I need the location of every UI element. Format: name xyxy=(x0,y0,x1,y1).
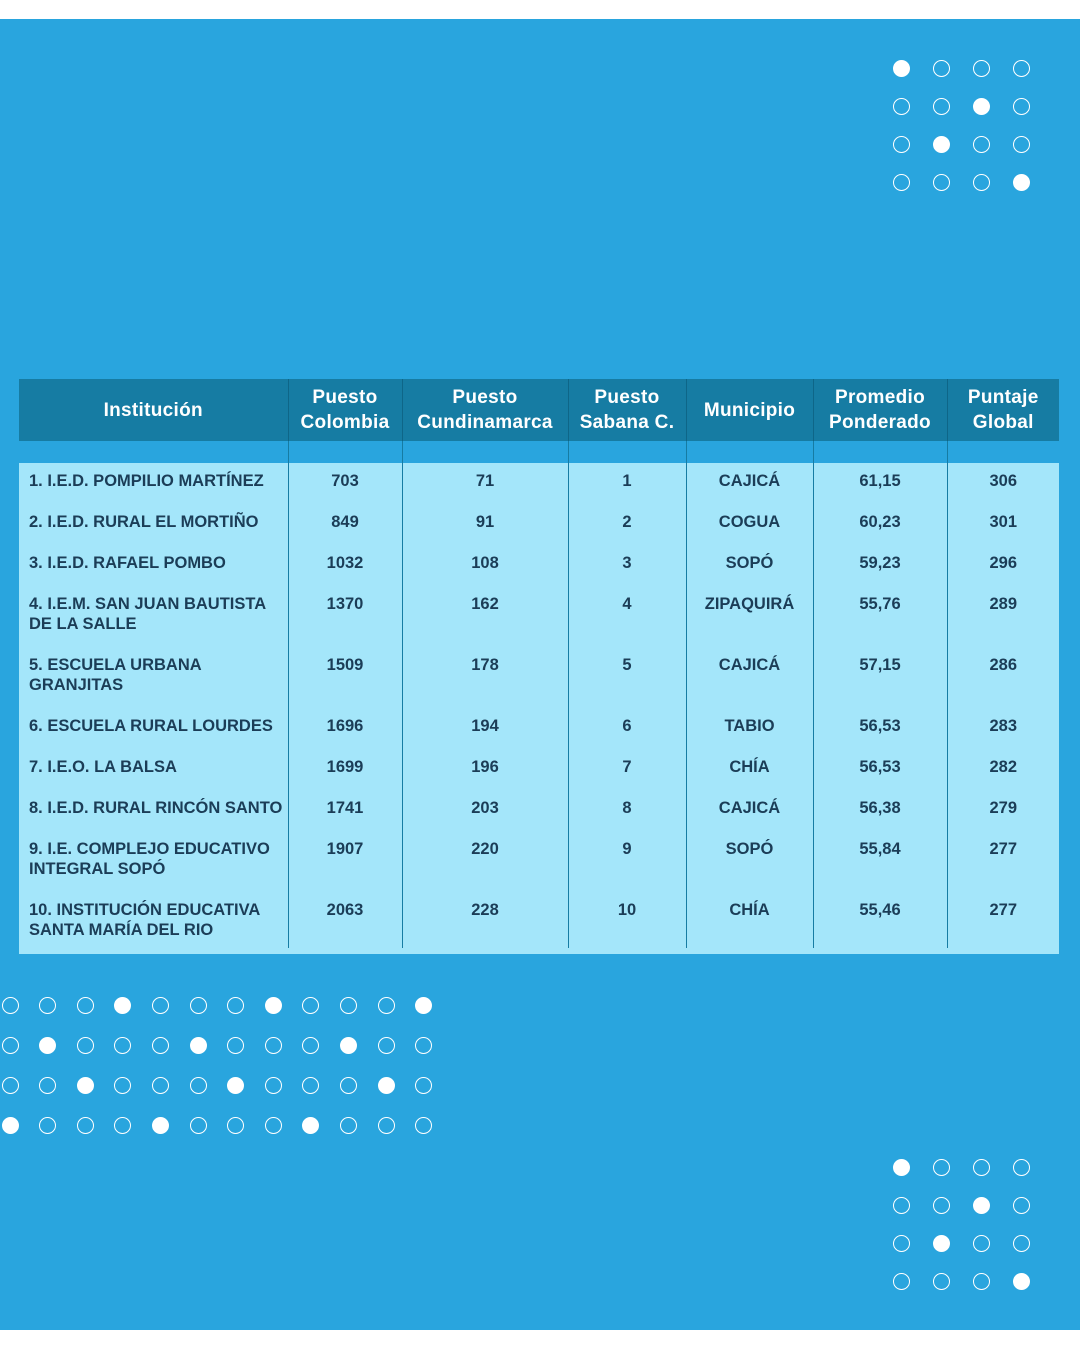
filled-dot xyxy=(933,136,950,153)
filled-dot xyxy=(415,997,432,1014)
header-puntaje-global: Puntaje Global xyxy=(947,379,1059,441)
outline-dot xyxy=(340,1077,357,1094)
cell-puntaje-global: 282 xyxy=(947,749,1059,790)
outline-dot xyxy=(2,1077,19,1094)
outline-dot xyxy=(302,997,319,1014)
outline-dot xyxy=(933,98,950,115)
cell-puesto-sabana: 10 xyxy=(568,892,686,948)
table-gap-row xyxy=(19,441,1059,463)
outline-dot xyxy=(190,1117,207,1134)
cell-puesto-colombia: 1509 xyxy=(288,647,402,708)
cell-institucion: 5. ESCUELA URBANA GRANJITAS xyxy=(19,647,288,708)
outline-dot xyxy=(152,997,169,1014)
table-row xyxy=(19,504,1059,545)
outline-dot xyxy=(190,1077,207,1094)
outline-dot xyxy=(302,1037,319,1054)
filled-dot xyxy=(77,1077,94,1094)
cell-puesto-sabana: 4 xyxy=(568,586,686,647)
table-row xyxy=(19,586,1059,647)
outline-dot xyxy=(152,1037,169,1054)
filled-dot xyxy=(973,1197,990,1214)
outline-dot xyxy=(114,1037,131,1054)
outline-dot xyxy=(893,98,910,115)
cell-puesto-cundinamarca: 108 xyxy=(402,545,568,586)
cell-puesto-colombia: 1032 xyxy=(288,545,402,586)
cell-puntaje-global: 301 xyxy=(947,504,1059,545)
cell-promedio-ponderado: 55,76 xyxy=(813,586,947,647)
outline-dot xyxy=(973,1159,990,1176)
cell-promedio-ponderado: 56,38 xyxy=(813,790,947,831)
filled-dot xyxy=(190,1037,207,1054)
outline-dot xyxy=(933,1159,950,1176)
cell-puesto-cundinamarca: 178 xyxy=(402,647,568,708)
outline-dot xyxy=(77,1037,94,1054)
table-row xyxy=(19,708,1059,749)
cell-municipio: COGUA xyxy=(686,504,813,545)
cell-puesto-sabana: 8 xyxy=(568,790,686,831)
cell-institucion: 9. I.E. COMPLEJO EDUCATIVO INTEGRAL SOPÓ xyxy=(19,831,288,892)
cell-puesto-cundinamarca: 71 xyxy=(402,463,568,504)
cell-municipio: CAJICÁ xyxy=(686,463,813,504)
cell-puesto-sabana: 3 xyxy=(568,545,686,586)
cell-puntaje-global: 283 xyxy=(947,708,1059,749)
cell-puesto-cundinamarca: 220 xyxy=(402,831,568,892)
filled-dot xyxy=(265,997,282,1014)
cell-institucion: 6. ESCUELA RURAL LOURDES xyxy=(19,708,288,749)
cell-puntaje-global: 279 xyxy=(947,790,1059,831)
cell-institucion: 8. I.E.D. RURAL RINCÓN SANTO xyxy=(19,790,288,831)
cell-municipio: ZIPAQUIRÁ xyxy=(686,586,813,647)
filled-dot xyxy=(39,1037,56,1054)
table-row xyxy=(19,831,1059,892)
outline-dot xyxy=(378,1117,395,1134)
cell-promedio-ponderado: 56,53 xyxy=(813,708,947,749)
cell-institucion: 3. I.E.D. RAFAEL POMBO xyxy=(19,545,288,586)
filled-dot xyxy=(114,997,131,1014)
filled-dot xyxy=(1013,174,1030,191)
outline-dot xyxy=(265,1077,282,1094)
outline-dot xyxy=(933,174,950,191)
outline-dot xyxy=(77,997,94,1014)
cell-puntaje-global: 289 xyxy=(947,586,1059,647)
cell-puesto-cundinamarca: 194 xyxy=(402,708,568,749)
cell-institucion: 1. I.E.D. POMPILIO MARTÍNEZ xyxy=(19,463,288,504)
ranking-table-container xyxy=(19,379,1059,954)
cell-municipio: SOPÓ xyxy=(686,831,813,892)
cell-puesto-cundinamarca: 228 xyxy=(402,892,568,948)
cell-promedio-ponderado: 55,84 xyxy=(813,831,947,892)
table-row xyxy=(19,892,1059,948)
header-promedio-ponderado: Promedio Ponderado xyxy=(813,379,947,441)
outline-dot xyxy=(39,997,56,1014)
outline-dot xyxy=(893,174,910,191)
outline-dot xyxy=(77,1117,94,1134)
cell-municipio: CHÍA xyxy=(686,749,813,790)
outline-dot xyxy=(2,1037,19,1054)
cell-puesto-cundinamarca: 203 xyxy=(402,790,568,831)
cell-puesto-colombia: 1370 xyxy=(288,586,402,647)
outline-dot xyxy=(893,136,910,153)
cell-puesto-cundinamarca: 196 xyxy=(402,749,568,790)
cell-municipio: CHÍA xyxy=(686,892,813,948)
filled-dot xyxy=(973,98,990,115)
header-puesto-sabana: Puesto Sabana C. xyxy=(568,379,686,441)
cell-puntaje-global: 286 xyxy=(947,647,1059,708)
cell-institucion: 2. I.E.D. RURAL EL MORTIÑO xyxy=(19,504,288,545)
outline-dot xyxy=(265,1037,282,1054)
table-bottom-padding xyxy=(19,948,1059,954)
filled-dot xyxy=(2,1117,19,1134)
outline-dot xyxy=(152,1077,169,1094)
outline-dot xyxy=(340,997,357,1014)
cell-promedio-ponderado: 61,15 xyxy=(813,463,947,504)
outline-dot xyxy=(933,60,950,77)
table-row xyxy=(19,749,1059,790)
filled-dot xyxy=(893,1159,910,1176)
cell-puesto-colombia: 849 xyxy=(288,504,402,545)
outline-dot xyxy=(415,1037,432,1054)
outline-dot xyxy=(378,1037,395,1054)
cell-puntaje-global: 277 xyxy=(947,892,1059,948)
table-row xyxy=(19,463,1059,504)
outline-dot xyxy=(933,1197,950,1214)
cell-promedio-ponderado: 57,15 xyxy=(813,647,947,708)
cell-puesto-sabana: 7 xyxy=(568,749,686,790)
header-puesto-colombia: Puesto Colombia xyxy=(288,379,402,441)
cell-puesto-colombia: 1699 xyxy=(288,749,402,790)
cell-puesto-cundinamarca: 91 xyxy=(402,504,568,545)
outline-dot xyxy=(893,1273,910,1290)
outline-dot xyxy=(265,1117,282,1134)
cell-puesto-colombia: 2063 xyxy=(288,892,402,948)
cell-puesto-colombia: 1741 xyxy=(288,790,402,831)
header-puesto-cundinamarca: Puesto Cundinamarca xyxy=(402,379,568,441)
outline-dot xyxy=(973,136,990,153)
outline-dot xyxy=(893,1235,910,1252)
outline-dot xyxy=(1013,1159,1030,1176)
cell-municipio: CAJICÁ xyxy=(686,790,813,831)
outline-dot xyxy=(1013,136,1030,153)
cell-puesto-sabana: 2 xyxy=(568,504,686,545)
outline-dot xyxy=(973,1273,990,1290)
cell-promedio-ponderado: 60,23 xyxy=(813,504,947,545)
filled-dot xyxy=(893,60,910,77)
cell-puesto-cundinamarca: 162 xyxy=(402,586,568,647)
outline-dot xyxy=(190,997,207,1014)
filled-dot xyxy=(933,1235,950,1252)
cell-puesto-sabana: 1 xyxy=(568,463,686,504)
outline-dot xyxy=(1013,1197,1030,1214)
filled-dot xyxy=(340,1037,357,1054)
filled-dot xyxy=(1013,1273,1030,1290)
cell-institucion: 4. I.E.M. SAN JUAN BAUTISTA DE LA SALLE xyxy=(19,586,288,647)
cell-promedio-ponderado: 59,23 xyxy=(813,545,947,586)
filled-dot xyxy=(378,1077,395,1094)
table-row xyxy=(19,545,1059,586)
cell-institucion: 7. I.E.O. LA BALSA xyxy=(19,749,288,790)
cell-municipio: SOPÓ xyxy=(686,545,813,586)
outline-dot xyxy=(227,1037,244,1054)
cell-puntaje-global: 296 xyxy=(947,545,1059,586)
outline-dot xyxy=(227,997,244,1014)
cell-promedio-ponderado: 55,46 xyxy=(813,892,947,948)
cell-puesto-colombia: 1696 xyxy=(288,708,402,749)
outline-dot xyxy=(1013,60,1030,77)
cell-institucion: 10. INSTITUCIÓN EDUCATIVA SANTA MARÍA DEL RIO xyxy=(19,892,288,948)
outline-dot xyxy=(973,60,990,77)
outline-dot xyxy=(973,1235,990,1252)
table-row xyxy=(19,790,1059,831)
header-municipio: Municipio xyxy=(686,379,813,441)
table-row xyxy=(19,647,1059,708)
cell-puesto-sabana: 5 xyxy=(568,647,686,708)
outline-dot xyxy=(973,174,990,191)
cell-puesto-colombia: 1907 xyxy=(288,831,402,892)
outline-dot xyxy=(2,997,19,1014)
cell-puesto-sabana: 6 xyxy=(568,708,686,749)
header-institucion: Institución xyxy=(19,379,288,441)
cell-puesto-sabana: 9 xyxy=(568,831,686,892)
outline-dot xyxy=(378,997,395,1014)
outline-dot xyxy=(933,1273,950,1290)
table-header-row xyxy=(19,379,1059,441)
cell-puntaje-global: 277 xyxy=(947,831,1059,892)
cell-puntaje-global: 306 xyxy=(947,463,1059,504)
outline-dot xyxy=(1013,1235,1030,1252)
cell-puesto-colombia: 703 xyxy=(288,463,402,504)
cell-municipio: CAJICÁ xyxy=(686,647,813,708)
cell-municipio: TABIO xyxy=(686,708,813,749)
ranking-table xyxy=(19,379,1059,954)
outline-dot xyxy=(1013,98,1030,115)
cell-promedio-ponderado: 56,53 xyxy=(813,749,947,790)
outline-dot xyxy=(893,1197,910,1214)
